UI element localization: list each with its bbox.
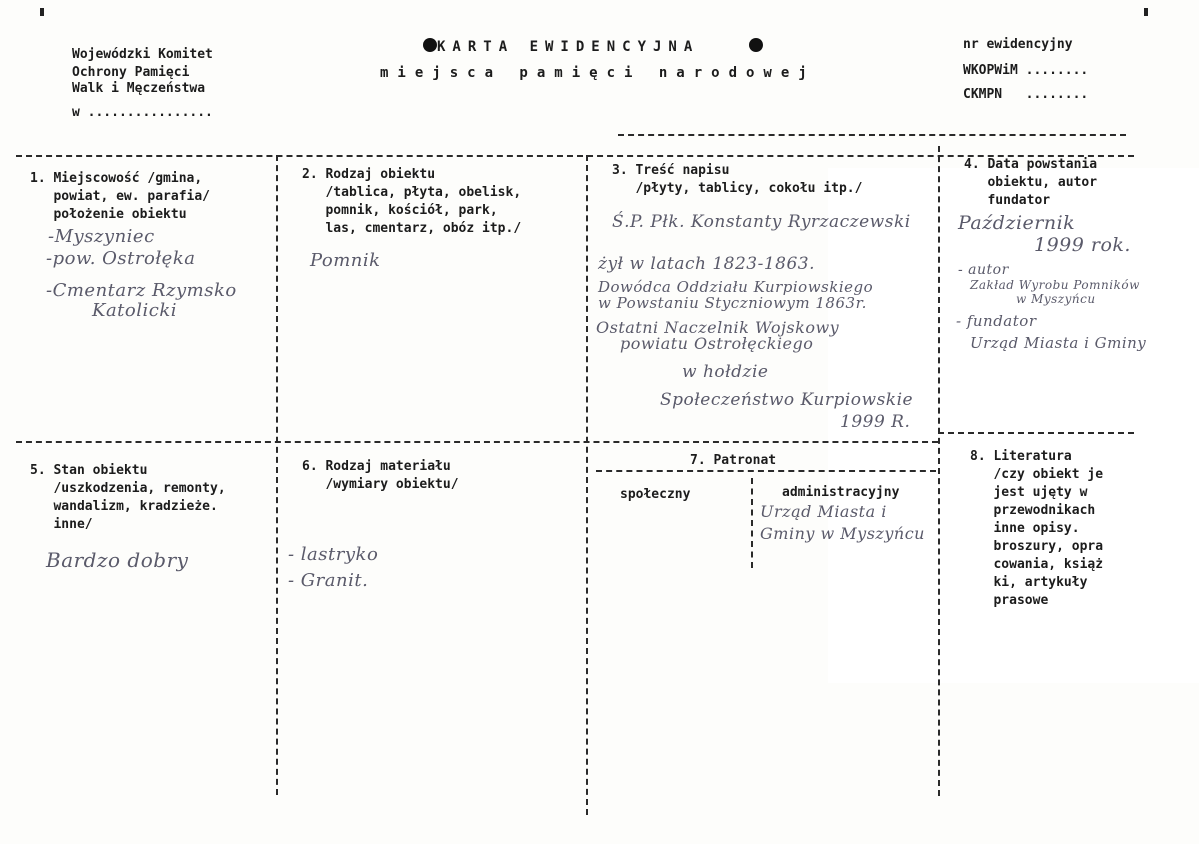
cell-2-label: 2. Rodzaj obiektu /tablica, płyta, obelisk, pomnik, kościół, park, las, cmentarz, obóz itp./ xyxy=(302,167,522,236)
cell-6-label: 6. Rodzaj materiału /wymiary obiektu/ xyxy=(302,459,459,492)
punch-hole-right xyxy=(749,38,763,52)
patronat-rule xyxy=(596,470,936,472)
patronage-social-column: społeczny xyxy=(620,487,691,502)
column-divider-2 xyxy=(586,155,588,815)
ckmpn-field: CKMPN ........ xyxy=(963,87,1089,102)
org-line-2: Ochrony Pamięci xyxy=(72,65,190,80)
punch-hole-left xyxy=(423,38,437,52)
org-line-1: Wojewódzki Komitet xyxy=(72,47,213,62)
middle-rule-right xyxy=(938,432,1134,434)
scan-tick-mark xyxy=(40,8,44,16)
cell-4-founder: Urząd Miasta i Gminy xyxy=(970,334,1147,352)
cell-1-entry-cemetery: -Cmentarz Rzymsko xyxy=(46,280,237,301)
cell-4-author: Zakład Wyrobu Pomników xyxy=(970,278,1140,292)
cell-4-author-label: - autor xyxy=(958,262,1009,278)
scan-tick-mark xyxy=(1144,8,1148,16)
inscription-line-1: Ś.P. Płk. Konstanty Ryrzaczewski xyxy=(612,212,911,232)
cell-1-label: 1. Miejscowość /gmina, powiat, ew. parafia/ położenie obiektu xyxy=(30,171,211,222)
inscription-line-9: 1999 R. xyxy=(840,412,911,432)
cell-4-label: 4. Data powstania obiektu, autor fundator xyxy=(964,157,1098,208)
cell-7-entry-1: Urząd Miasta i xyxy=(760,502,887,521)
form-title: KARTA EWIDENCYJNA xyxy=(437,39,700,55)
form-subtitle: miejsca pamięci narodowej xyxy=(380,65,816,81)
cell-7-label: 7. Patronat xyxy=(690,453,777,468)
cell-2-entry: Pomnik xyxy=(310,250,381,271)
inscription-line-8: Społeczeństwo Kurpiowskie xyxy=(660,390,914,410)
registration-number-label: nr ewidencyjny xyxy=(963,37,1073,52)
inscription-line-7: w hołdzie xyxy=(682,362,769,382)
column-divider-1 xyxy=(276,155,278,795)
cell-1-entry-catholic: Katolicki xyxy=(92,300,178,321)
inscription-line-5: Ostatni Naczelnik Wojskowy xyxy=(596,318,840,337)
cell-5-entry: Bardzo dobry xyxy=(46,548,189,572)
patronage-administrative-column: administracyjny xyxy=(782,485,900,500)
cell-5-label: 5. Stan obiektu /uszkodzenia, remonty, wandalizm, kradzieże. inne/ xyxy=(30,463,226,532)
cell-7-entry-2: Gminy w Myszyńcu xyxy=(760,524,925,543)
cell-8-label: 8. Literatura /czy obiekt je jest ujęty w przewodnikach inne opisy. broszury, opra cowania, książ ki, artykuły prasowe xyxy=(970,449,1104,608)
cell-1-entry-county: -pow. Ostrołęka xyxy=(46,248,196,269)
header-rule-right xyxy=(618,134,1126,136)
cell-4-founder-label: - fundator xyxy=(956,312,1037,330)
cell-1-entry-town: -Myszyniec xyxy=(48,226,155,247)
cell-4-author-place: w Myszyńcu xyxy=(1016,292,1096,306)
inscription-line-3: Dowódca Oddziału Kurpiowskiego xyxy=(598,278,874,296)
inscription-line-4: w Powstaniu Styczniowym 1863r. xyxy=(598,294,867,312)
patronat-divider xyxy=(751,478,753,568)
cell-6-entry-2: - Granit. xyxy=(288,570,369,591)
cell-3-label: 3. Treść napisu /płyty, tablicy, cokołu itp./ xyxy=(612,163,863,196)
wkopwim-field: WKOPWiM ........ xyxy=(963,63,1089,78)
inscription-line-6: powiatu Ostrołęckiego xyxy=(620,334,814,353)
cell-6-entry-1: - lastryko xyxy=(288,544,379,565)
middle-rule xyxy=(16,441,938,443)
org-line-3: Walk i Męczeństwa xyxy=(72,81,206,96)
inscription-line-2: żył w latach 1823-1863. xyxy=(598,254,816,274)
org-line-4: w ................ xyxy=(72,105,213,120)
cell-4-month: Październik xyxy=(958,212,1076,234)
column-divider-3 xyxy=(938,146,940,796)
cell-4-year: 1999 rok. xyxy=(1034,234,1131,256)
